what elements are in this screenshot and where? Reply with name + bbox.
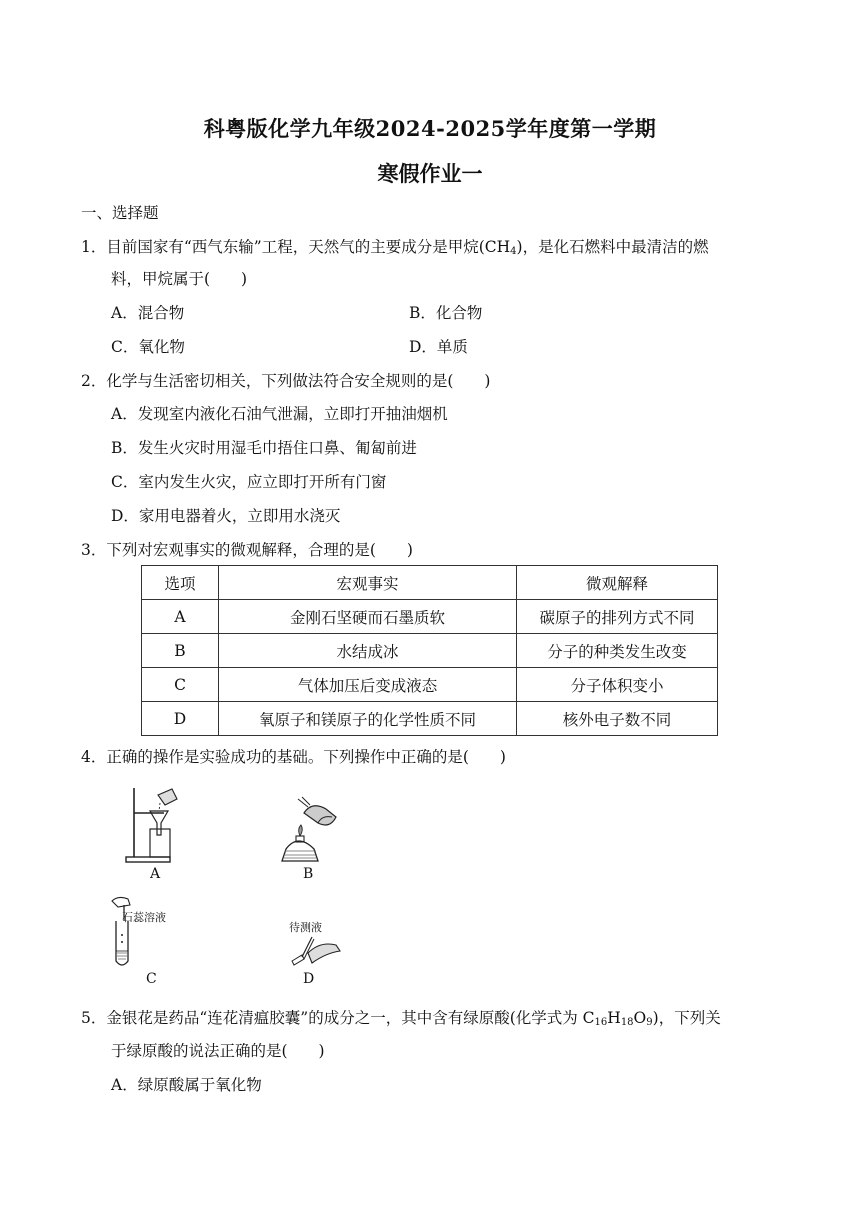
table-cell: A [142,600,219,634]
table-header-cell: 宏观事实 [219,566,517,600]
q1-text-b: )，是化石燃料中最清洁的燃 [516,238,709,256]
table-header-cell: 选项 [142,566,219,600]
q3-table [141,565,718,736]
question-5-stem [81,1007,721,1034]
filtration-apparatus-figure [120,785,190,865]
table-cell: 气体加压后变成液态 [219,668,517,702]
q1-option-b: B．化合物 [409,304,483,322]
question-2-stem: 2．化学与生活密切相关，下列做法符合安全规则的是( ) [81,372,491,390]
table-cell: 碳原子的排列方式不同 [517,600,718,634]
table-header-cell: 微观解释 [517,566,718,600]
q2-option-b: B．发生火灾时用湿毛巾捂住口鼻、匍匐前进 [111,439,417,457]
q2-option-a: A．发现室内液化石油气泄漏，立即打开抽油烟机 [111,405,448,423]
q1-subscript: 4 [510,246,517,257]
table-cell: D [142,702,219,736]
table-row [142,702,718,736]
q1-option-c: C．氧化物 [111,338,185,356]
question-1-stem [81,236,709,263]
table-cell: 氧原子和镁原子的化学性质不同 [219,702,517,736]
section-heading: 一、选择题 [81,204,159,222]
q5-text-b: )，下列关 [652,1009,721,1027]
table-row [142,600,718,634]
figure-label-a: A [150,866,161,882]
ph-paper-tweezers-figure [284,935,344,971]
alcohol-lamp-figure [278,793,348,865]
table-cell: 水结成冰 [219,634,517,668]
table-cell: C [142,668,219,702]
figure-label-b: B [303,866,314,882]
q1-option-d: D．单质 [409,338,468,356]
table-row [142,634,718,668]
q5-subscript-o: 9 [646,1017,653,1028]
question-3-stem: 3．下列对宏观事实的微观解释，合理的是( ) [81,541,413,559]
q5-subscript-h: 18 [620,1017,634,1028]
test-liquid-annotation: 待测液 [289,921,322,934]
q1-text-a: 1．目前国家有“西气东输”工程，天然气的主要成分是甲烷(CH [81,238,511,256]
table-cell: 核外电子数不同 [517,702,718,736]
q5-text-a: 5．金银花是药品“连花清瘟胶囊”的成分之一，其中含有绿原酸(化学式为 C [81,1009,595,1027]
litmus-solution-annotation: 石蕊溶液 [122,911,166,924]
table-cell: 分子体积变小 [517,668,718,702]
question-4-stem: 4．正确的操作是实验成功的基础。下列操作中正确的是( ) [81,748,506,766]
table-cell: B [142,634,219,668]
q5-text-o: O [633,1009,647,1027]
q2-option-d: D．家用电器着火，立即用水浇灭 [111,507,341,525]
q1-option-a: A．混合物 [111,304,185,322]
q5-text-h: H [607,1009,621,1027]
q5-option-a: A．绿原酸属于氧化物 [111,1076,262,1094]
table-cell: 金刚石坚硬而石墨质软 [219,600,517,634]
figure-label-c: C [146,971,157,987]
question-1-stem-continued: 料，甲烷属于( ) [111,270,248,288]
document-subtitle: 寒假作业一 [377,161,483,186]
table-header-row [142,566,718,600]
q2-option-c: C．室内发生火灾，应立即打开所有门窗 [111,473,387,491]
table-row [142,668,718,702]
figure-label-d: D [303,971,315,987]
question-5-stem-continued: 于绿原酸的说法正确的是( ) [111,1042,325,1060]
table-cell: 分子的种类发生改变 [517,634,718,668]
document-title: 科粤版化学九年级2024-2025学年度第一学期 [203,116,657,141]
q5-subscript-c: 16 [594,1017,608,1028]
